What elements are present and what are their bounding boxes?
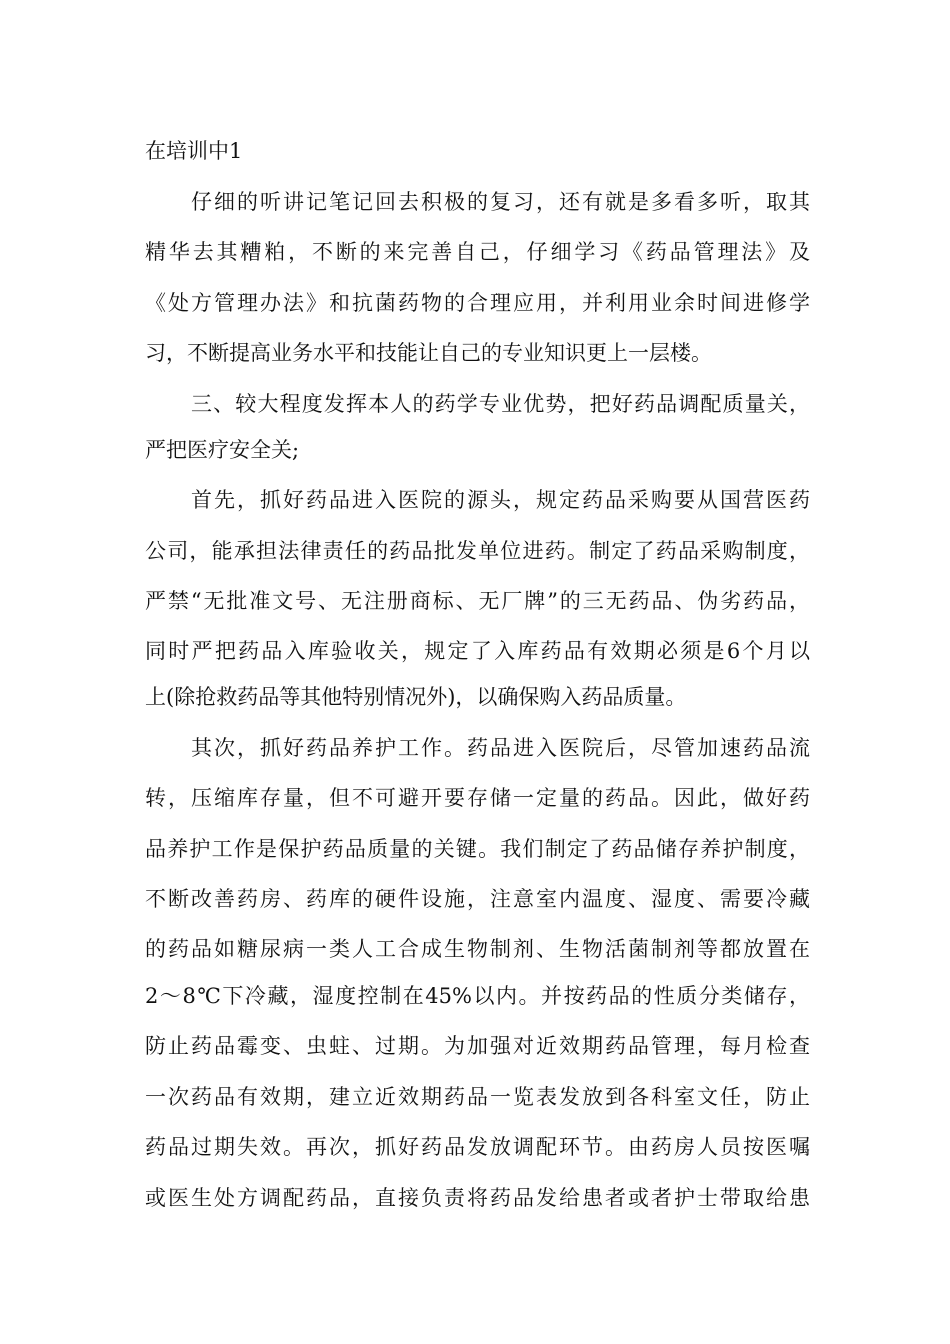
text-line: 的药品如糖尿病一类人工合成生物制剂、生物活菌制剂等都放置在 [145, 937, 810, 961]
text-line: 仔细的听讲记笔记回去积极的复习，还有就是多看多听，取其 [191, 190, 810, 214]
text-line: 品养护工作是保护药品质量的关键。我们制定了药品储存养护制度， [145, 837, 810, 861]
text-line: 其次，抓好药品养护工作。药品进入医院后，尽管加速药品流 [191, 736, 810, 760]
text-line: 习，不断提高业务水平和技能让自己的专业知识更上一层楼。 [145, 341, 712, 365]
text-line: 严把医疗安全关; [145, 438, 300, 462]
text-line: 在培训中1 [145, 139, 243, 163]
text-line: 2～8℃下冷藏，湿度控制在45%以内。并按药品的性质分类储存， [145, 984, 810, 1008]
text-line: 不断改善药房、药库的硬件设施，注意室内温度、湿度、需要冷藏 [145, 887, 810, 911]
text-line: 防止药品霉变、虫蛀、过期。为加强对近效期药品管理，每月检查 [145, 1034, 810, 1058]
text-line: 三、较大程度发挥本人的药学专业优势，把好药品调配质量关， [191, 392, 810, 416]
text-line: 精华去其糟粕，不断的来完善自己，仔细学习《药品管理法》及 [145, 240, 810, 264]
text-line: 药品过期失效。再次，抓好药品发放调配环节。由药房人员按医嘱 [145, 1135, 810, 1159]
text-line: 公司，能承担法律责任的药品批发单位进药。制定了药品采购制度， [145, 539, 810, 563]
text-line: 严禁“无批准文号、无注册商标、无厂牌”的三无药品、伪劣药品， [145, 589, 810, 613]
text-line: 首先，抓好药品进入医院的源头，规定药品采购要从国营医药 [191, 488, 810, 512]
text-line: 《处方管理办法》和抗菌药物的合理应用，并利用业余时间进修学 [145, 291, 810, 315]
text-line: 转，压缩库存量，但不可避开要存储一定量的药品。因此，做好药 [145, 786, 810, 810]
text-line: 同时严把药品入库验收关，规定了入库药品有效期必须是6个月以 [145, 639, 810, 663]
text-line: 上(除抢救药品等其他特别情况外)，以确保购入药品质量。 [145, 685, 687, 709]
text-line: 一次药品有效期，建立近效期药品一览表发放到各科室文任，防止 [145, 1085, 810, 1109]
text-line: 或医生处方调配药品，直接负责将药品发给患者或者护士带取给患 [145, 1186, 810, 1210]
